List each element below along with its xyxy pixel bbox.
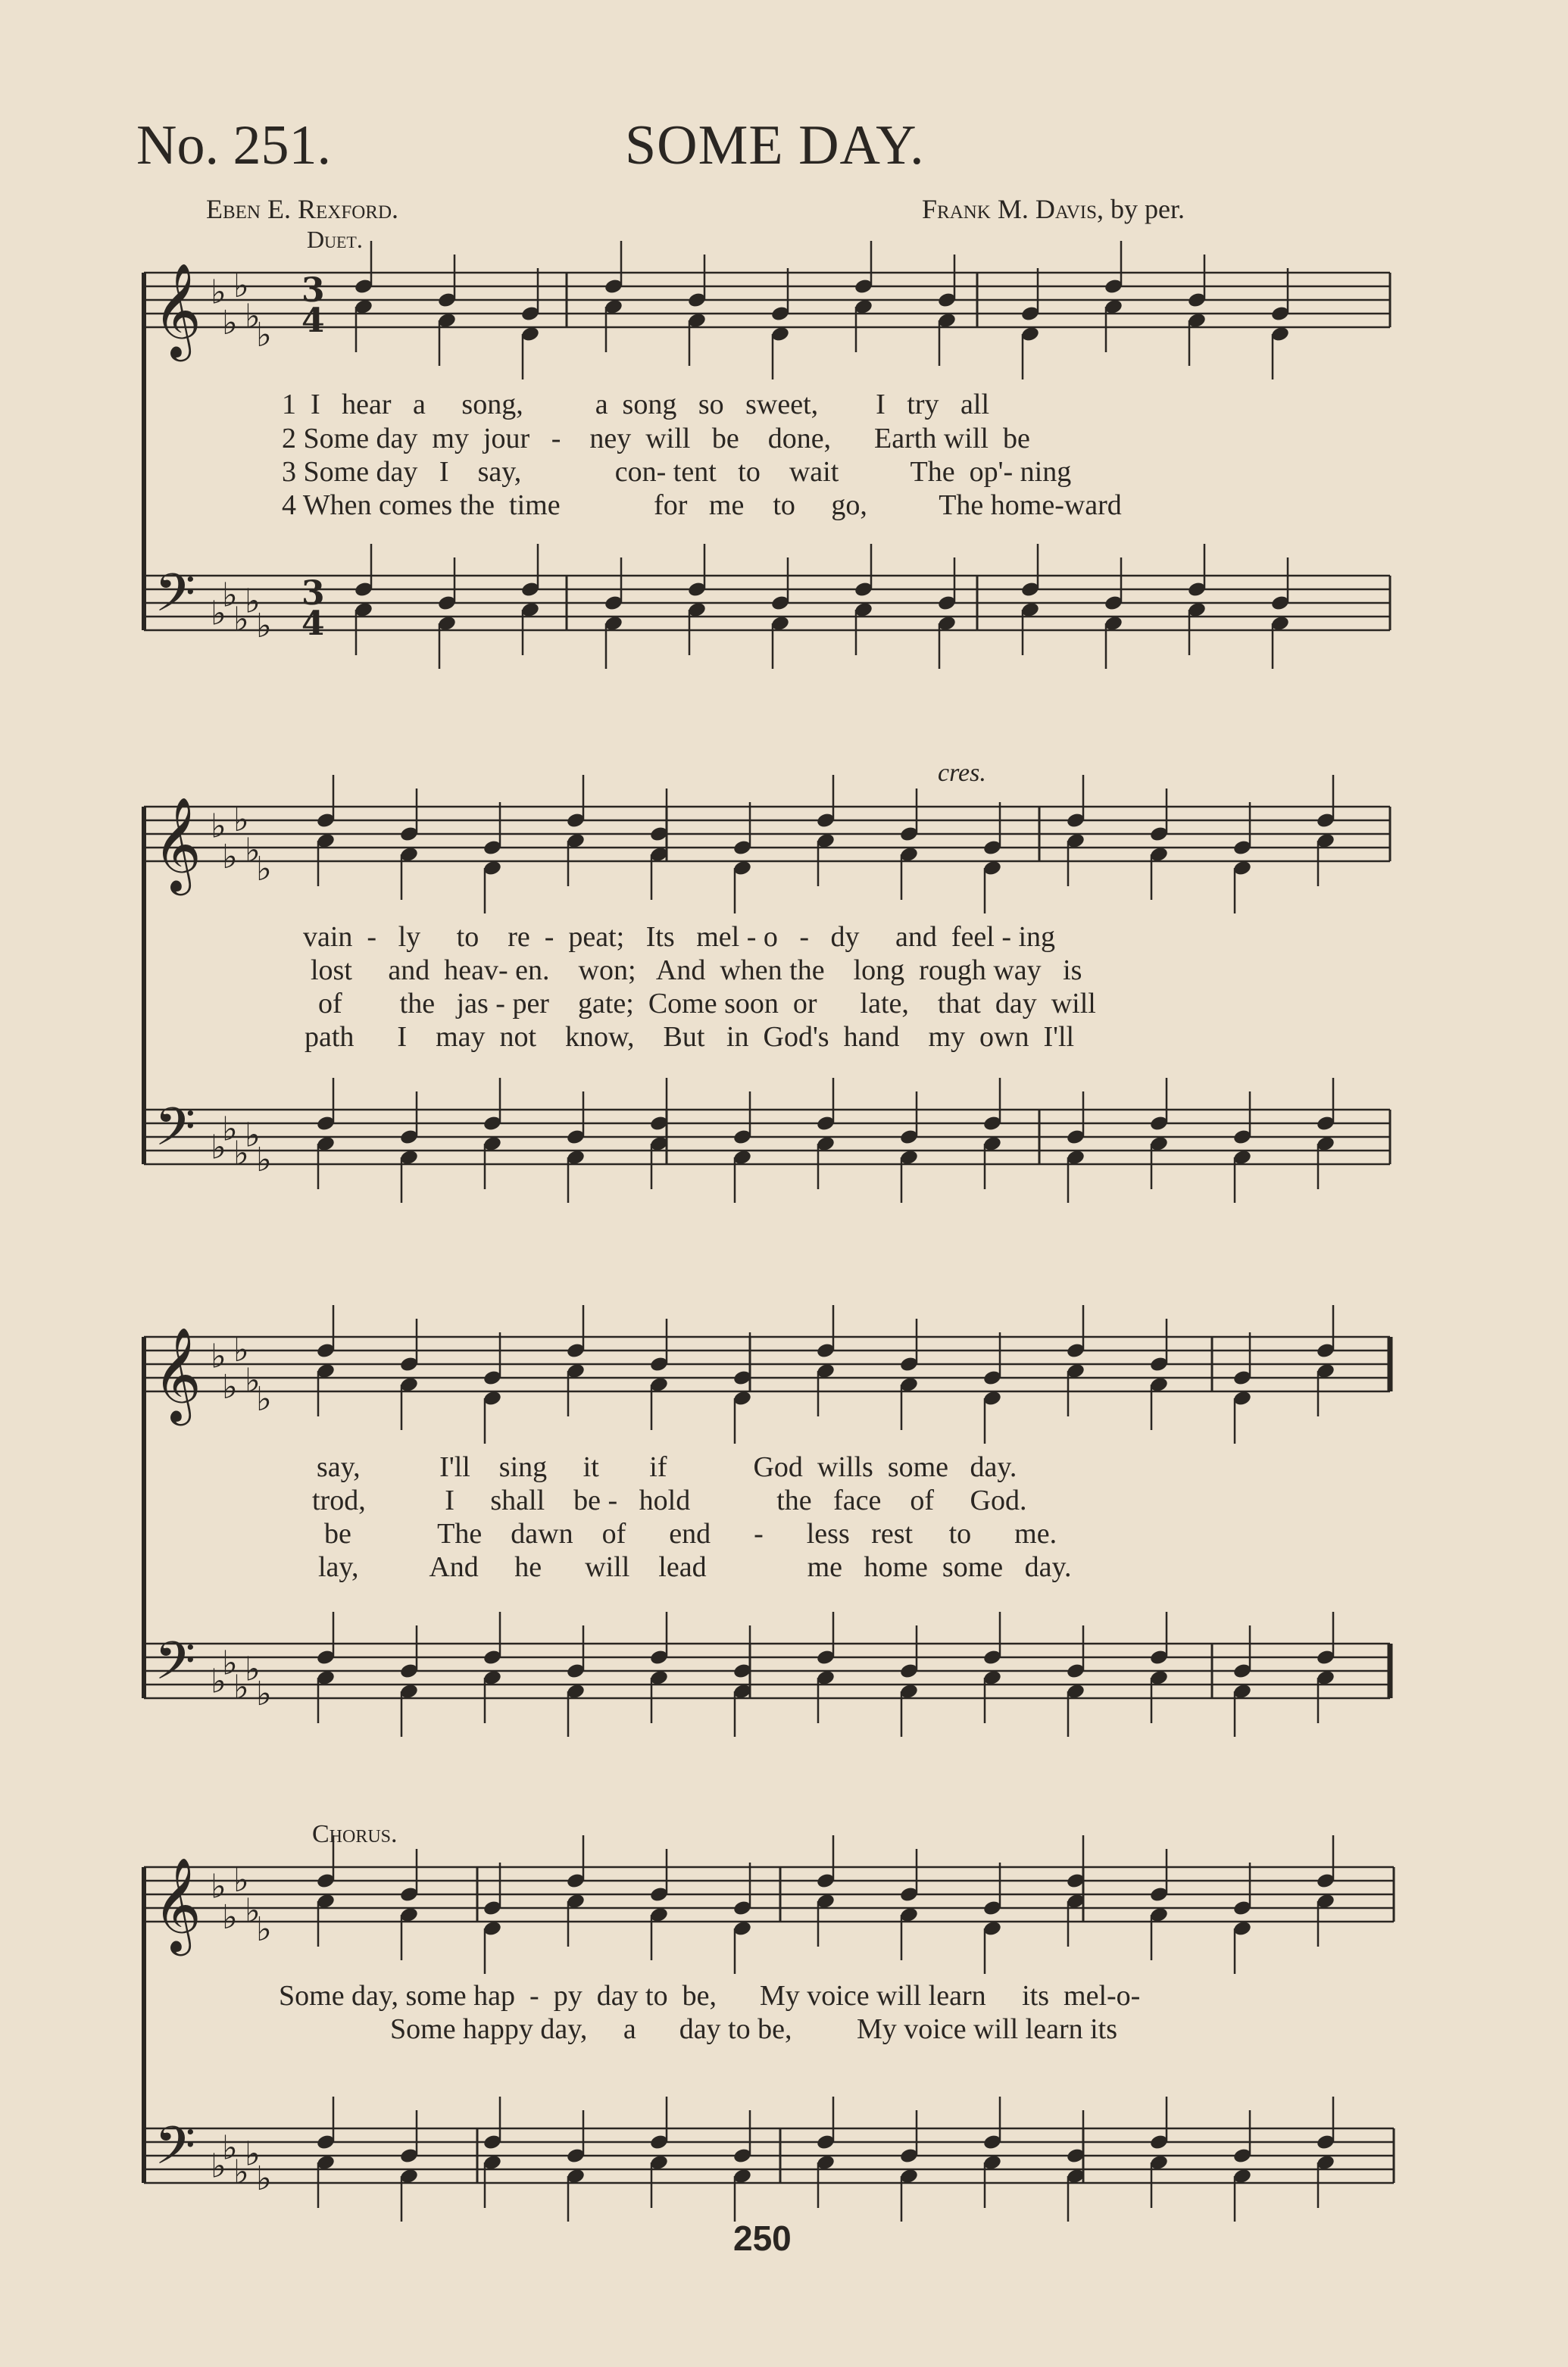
flat-sign: ♭: [245, 582, 261, 621]
lyric-line: 1 I hear a song, a song so sweet, I try all: [282, 389, 990, 420]
hymn-number: No. 251.: [136, 114, 331, 176]
flat-sign: ♭: [222, 1644, 238, 1683]
flat-sign: ♭: [222, 837, 238, 876]
time-signature: 3: [301, 574, 325, 613]
lyric-line: 4 When comes the time for me to go, The home-ward: [282, 489, 1122, 521]
lyric-line: path I may not know, But in God's hand my own I'll: [305, 1021, 1075, 1053]
lyric-line: of the jas - per gate; Come soon or late, that day will: [318, 988, 1096, 1020]
flat-sign: ♭: [245, 831, 261, 870]
flat-sign: ♭: [256, 1140, 272, 1179]
lyric-line: vain - ly to re - peat; Its mel - o - dy and feel - ing: [303, 921, 1056, 953]
lyric-line: lay, And he will lead me home some day.: [318, 1551, 1072, 1583]
lyric-line: 3 Some day I say, con- tent to wait The op'- ning: [282, 456, 1072, 488]
composer-note: , by per.: [1096, 194, 1185, 224]
treble-clef: 𝄞: [153, 797, 201, 892]
page-number: 250: [733, 2219, 792, 2258]
cres-marking: cres.: [938, 759, 986, 787]
flat-sign: ♭: [233, 801, 249, 840]
time-signature: 4: [301, 604, 325, 643]
flat-sign: ♭: [245, 1361, 261, 1401]
lyric-line: say, I'll sing it if God wills some day.: [317, 1451, 1017, 1483]
lyric-line: lost and heav- en. won; And when the long rough way is: [311, 954, 1082, 986]
lyric-line: 2 Some day my jour - ney will be done, Earth will be: [282, 423, 1030, 454]
flat-sign: ♭: [256, 1380, 272, 1419]
treble-clef: 𝄞: [153, 1857, 201, 1952]
flat-sign: ♭: [211, 1337, 226, 1376]
flat-sign: ♭: [211, 1128, 226, 1167]
flat-sign: ♭: [222, 303, 238, 342]
flat-sign: ♭: [245, 2134, 261, 2174]
flat-sign: ♭: [245, 1116, 261, 1155]
lyric-line: be The dawn of end - less rest to me.: [324, 1518, 1057, 1550]
treble-clef: 𝄞: [153, 1327, 201, 1422]
author-credit: Eben E. Rexford.: [206, 194, 399, 224]
time-signature: 4: [301, 301, 325, 340]
flat-sign: ♭: [211, 273, 226, 312]
time-signature: 3: [301, 271, 325, 310]
flat-sign: ♭: [233, 1668, 249, 1707]
flat-sign: ♭: [245, 1891, 261, 1931]
composer-name: Frank M. Davis: [922, 194, 1097, 224]
flat-sign: ♭: [222, 1897, 238, 1937]
flat-sign: ♭: [245, 1650, 261, 1689]
flat-sign: ♭: [256, 1674, 272, 1713]
flat-sign: ♭: [233, 267, 249, 306]
bass-clef: 𝄢: [155, 2115, 196, 2189]
bass-clef: 𝄢: [155, 562, 196, 636]
flat-sign: ♭: [211, 2147, 226, 2186]
hymn-title: SOME DAY.: [625, 114, 925, 176]
flat-sign: ♭: [211, 1662, 226, 1701]
flat-sign: ♭: [222, 1110, 238, 1149]
flat-sign: ♭: [222, 576, 238, 615]
flat-sign: ♭: [222, 2128, 238, 2168]
flat-sign: ♭: [222, 1367, 238, 1407]
flat-sign: ♭: [233, 2153, 249, 2192]
bass-clef: 𝄢: [155, 1630, 196, 1704]
bass-clef: 𝄢: [155, 1096, 196, 1170]
flat-sign: ♭: [256, 606, 272, 645]
flat-sign: ♭: [245, 297, 261, 336]
flat-sign: ♭: [233, 1861, 249, 1900]
flat-sign: ♭: [256, 1910, 272, 1949]
voice-label: Duet.: [307, 226, 363, 253]
lyric-line: Some happy day, a day to be, My voice will learn its: [390, 2013, 1118, 2045]
treble-clef: 𝄞: [153, 263, 201, 358]
flat-sign: ♭: [256, 316, 272, 354]
flat-sign: ♭: [211, 807, 226, 846]
flat-sign: ♭: [233, 1134, 249, 1173]
lyric-line: trod, I shall be - hold the face of God.: [312, 1485, 1027, 1516]
flat-sign: ♭: [256, 850, 272, 888]
flat-sign: ♭: [211, 594, 226, 633]
flat-sign: ♭: [233, 1331, 249, 1370]
flat-sign: ♭: [233, 600, 249, 639]
flat-sign: ♭: [211, 1867, 226, 1906]
flat-sign: ♭: [256, 2159, 272, 2198]
chorus-label: Chorus.: [312, 1820, 398, 1848]
lyric-line: Some day, some hap - py day to be, My voice will learn its mel-o-: [279, 1980, 1141, 2012]
